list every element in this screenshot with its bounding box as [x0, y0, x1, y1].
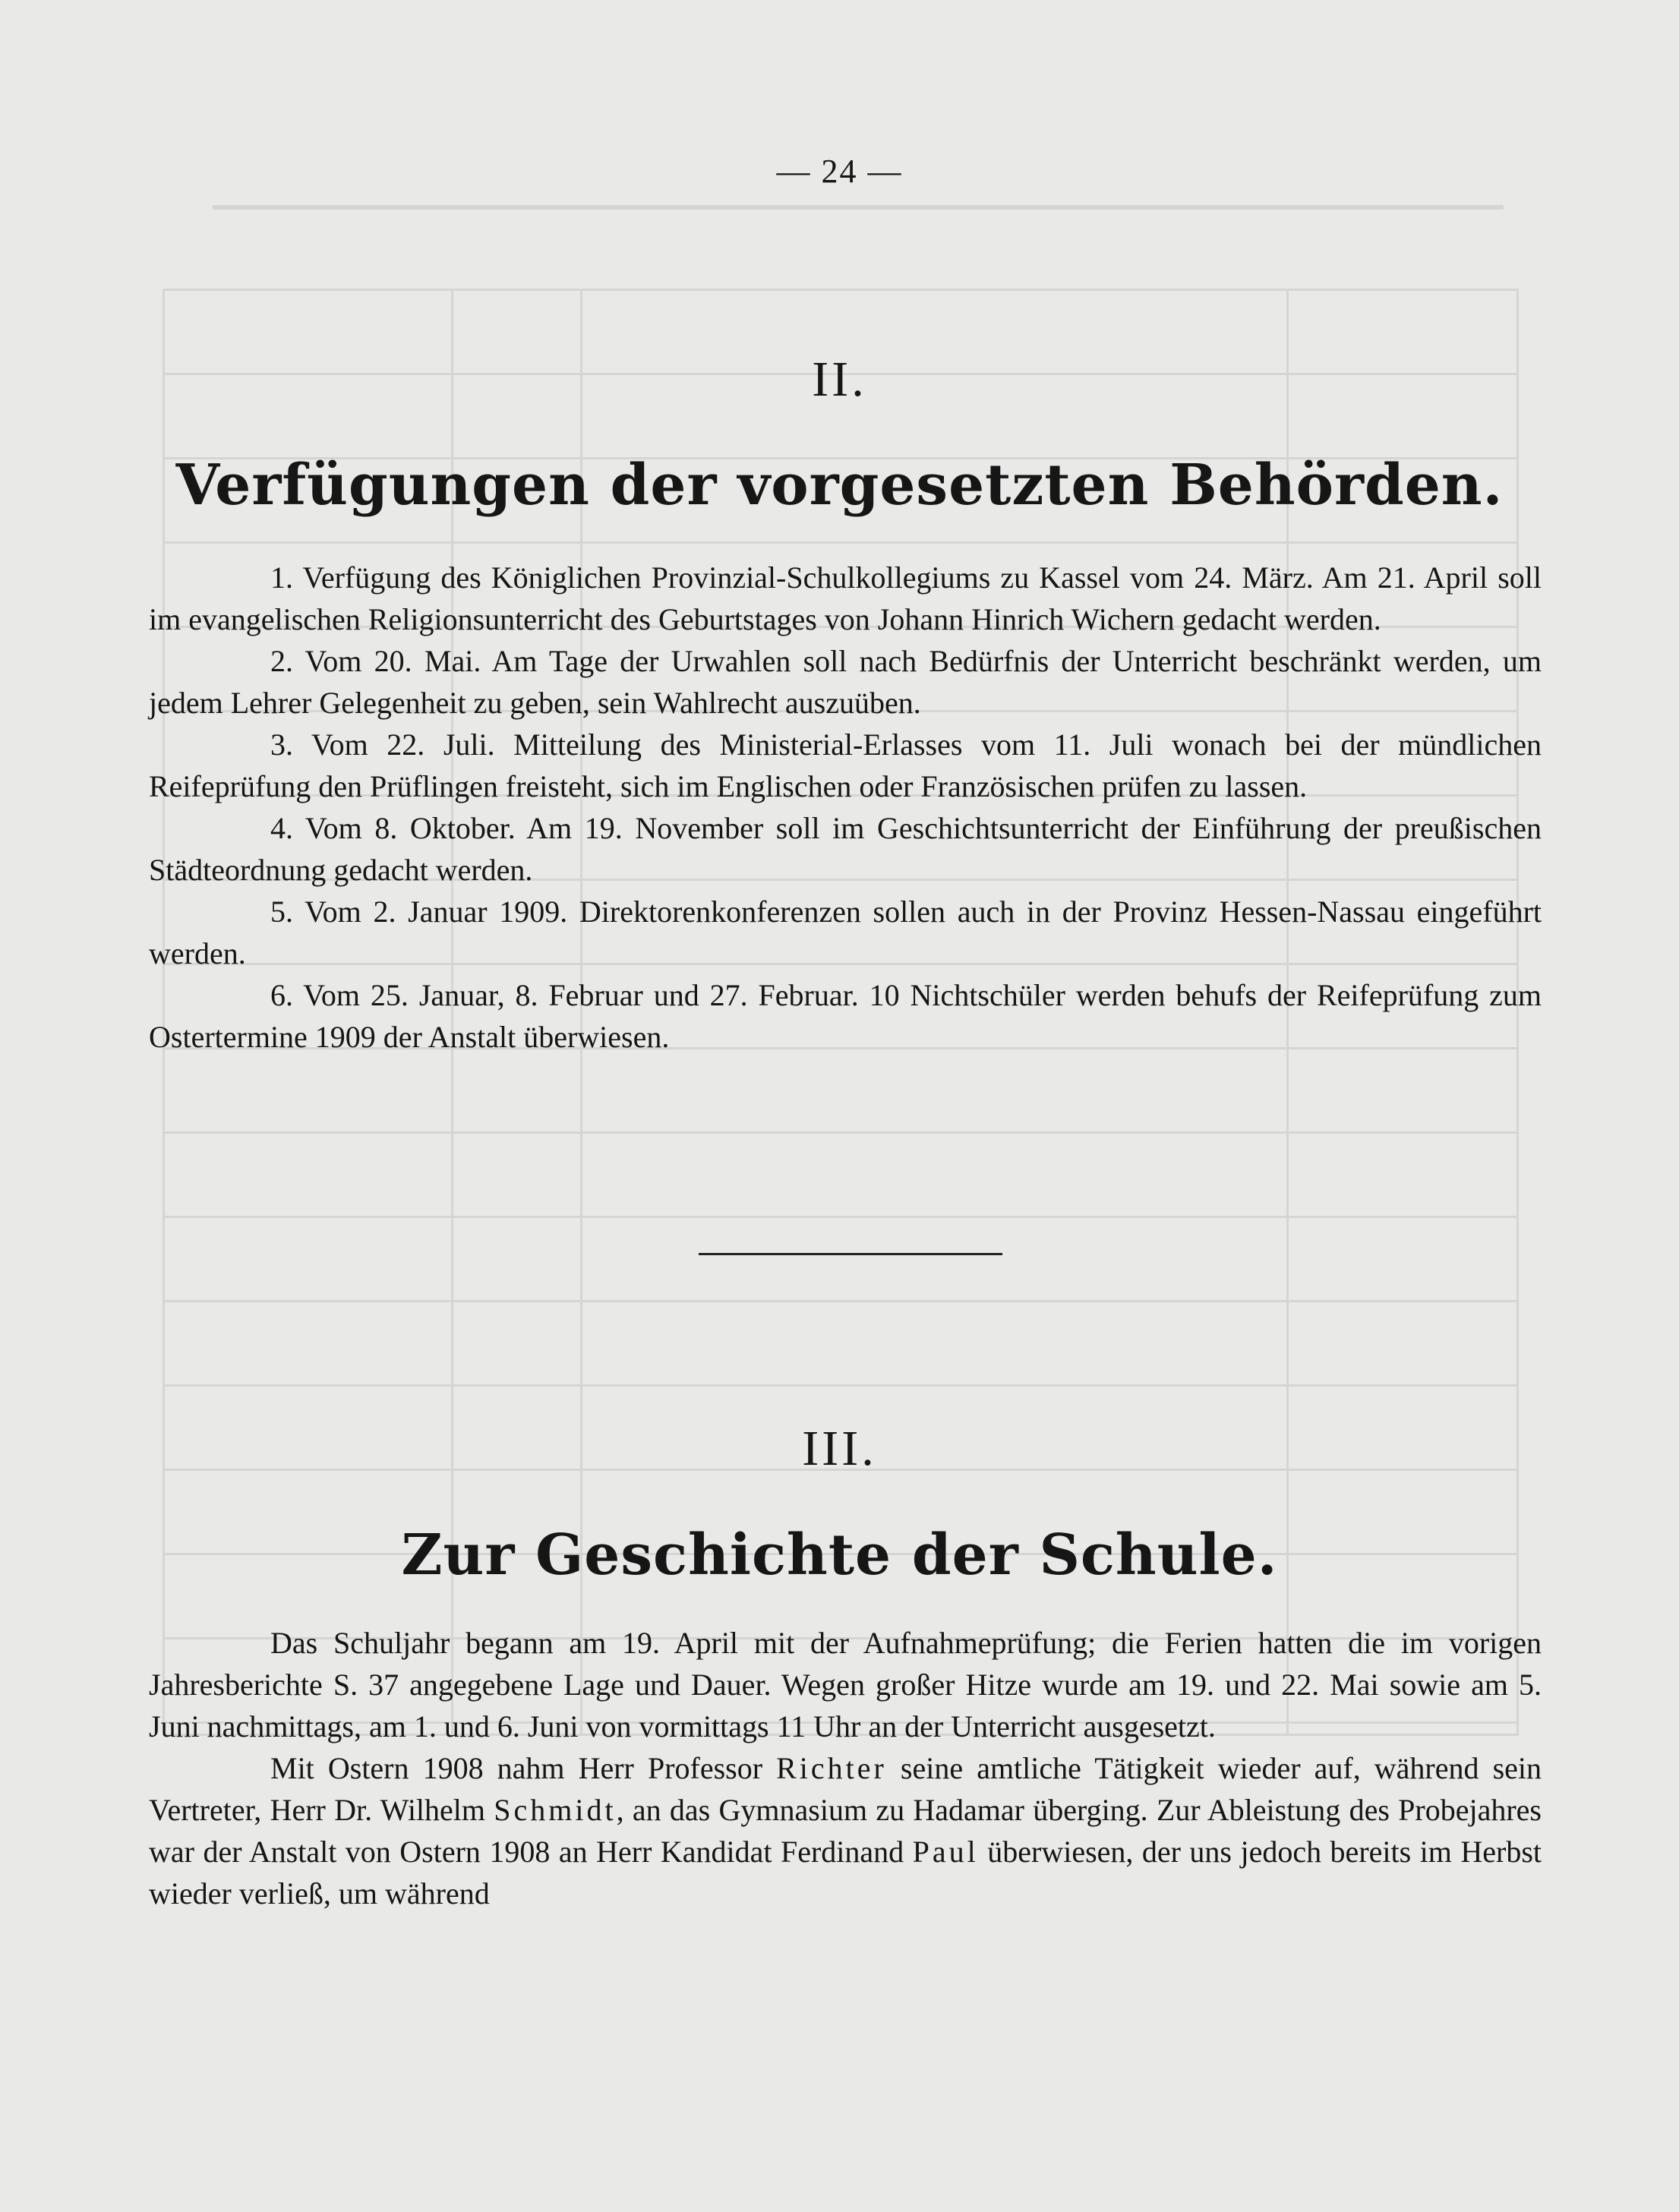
text-run: überwiesen, der uns jedoch bereits im Herbst wieder verließ, um während [149, 1835, 1542, 1911]
page-number: — 24 — [776, 153, 903, 190]
section-title-geschichte: Zur Geschichte der Schule. [401, 1523, 1278, 1588]
decree-item: 3. Vom 22. Juli. Mitteilung des Ministerial-Erlasses vom 11. Juli wonach bei der mündlichen Reifeprüfung den Prüflingen freisteht, sich im Englischen oder Französischen prüfen zu lassen. [149, 727, 1542, 803]
bleed-title-shape [213, 205, 1504, 210]
decree-item: 6. Vom 25. Januar, 8. Februar und 27. Februar. 10 Nichtschüler werden behufs der Reifeprüfung zum Ostertermine 1909 der Anstalt überwiesen. [149, 978, 1542, 1054]
section-numeral-iii: III. [802, 1421, 877, 1476]
text-run: , an das Gymnasium zu Hadamar überging. Zur Ableistung des Probejahres war der Anstalt von Ostern 1908 an Herr Kandidat Ferdinand [149, 1793, 1542, 1869]
person-name-paul: Paul [912, 1835, 979, 1869]
decree-item: 1. Verfügung des Königlichen Provinzial-Schulkollegiums zu Kassel vom 24. März. Am 21. April soll im evangelischen Religionsunterricht des Geburtstages von Johann Hinrich Wichern gedacht werden. [149, 560, 1542, 636]
history-paragraph-1: Das Schuljahr begann am 19. April mit der Aufnahmeprüfung; die Ferien hatten die im vorigen Jahresberichte S. 37 angegebene Lage und Dauer. Wegen großer Hitze wurde am 19. und 22. Mai sowie am 5. Juni nachmittags, am 1. und 6. Juni von vormittags 11 Uhr an der Unterricht ausgesetzt. [149, 1626, 1542, 1743]
decree-item: 2. Vom 20. Mai. Am Tage der Urwahlen soll nach Bedürfnis der Unterricht beschränkt werden, um jedem Lehrer Gelegenheit zu geben, sein Wahlrecht auszuüben. [149, 644, 1542, 720]
text-run: Mit Ostern 1908 nahm Herr Professor [270, 1751, 777, 1785]
history-paragraph-2 [149, 1747, 1542, 1914]
decree-item: 5. Vom 2. Januar 1909. Direktorenkonferenzen sollen auch in der Provinz Hessen-Nassau eingeführt werden. [149, 895, 1542, 970]
section-title-verfuegungen: Verfügungen der vorgesetzten Behörden. [175, 453, 1504, 518]
person-name-schmidt: Schmidt [494, 1793, 617, 1827]
decrees-list [149, 557, 1542, 1058]
text-run: seine amtliche Tätigkeit wieder auf, während sein Vertreter, Herr Dr. Wilhelm [149, 1751, 1542, 1827]
section-numeral-ii: II. [812, 352, 867, 407]
school-history-text [149, 1622, 1542, 1914]
section-divider [699, 1253, 1002, 1255]
person-name-richter: Richter [776, 1751, 887, 1785]
decree-item: 4. Vom 8. Oktober. Am 19. November soll im Geschichtsunterricht der Einführung der preußischen Städteordnung gedacht werden. [149, 811, 1542, 887]
